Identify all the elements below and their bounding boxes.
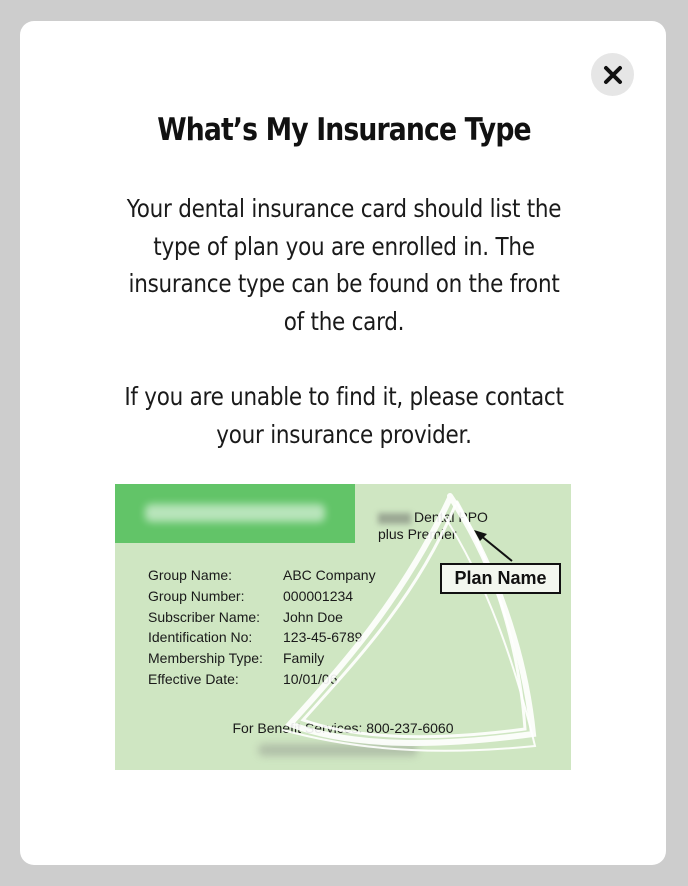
plan-type-text: Dental PPO [414, 509, 488, 525]
plan-tier-line: plus Premier [378, 526, 457, 542]
scribble-stroke [303, 502, 525, 737]
field-label: Membership Type: [148, 650, 263, 667]
field-value: 000001234 [283, 587, 354, 604]
modal-description: Your dental insurance card should list the type of plan you are enrolled in. The insurance type can be found on the front of the card. [126, 194, 562, 336]
benefit-services-phone: For Benefit Services: 800-237-6060 [232, 720, 454, 736]
field-label: Group Number: [148, 587, 245, 604]
field-label: Subscriber Name: [148, 608, 261, 625]
close-icon [603, 65, 623, 85]
close-button[interactable] [591, 53, 634, 96]
field-value: 10/01/06 [283, 670, 338, 687]
field-value: Family [283, 650, 325, 667]
field-value: 123-45-6789 [283, 629, 363, 646]
modal-title: What’s My Insurance Type [157, 112, 531, 148]
plan-name-label: Plan Name [440, 563, 561, 594]
field-label: Identification No: [148, 629, 253, 646]
insurance-card-image [115, 484, 571, 770]
field-label: Effective Date: [148, 670, 239, 687]
highlight-scribble [115, 484, 571, 770]
field-label: Group Name: [148, 567, 233, 583]
modal-contact-note: If you are unable to find it, please contact your insurance provider. [124, 382, 564, 449]
field-value: ABC Company [283, 567, 376, 583]
field-value: John Doe [283, 608, 343, 625]
